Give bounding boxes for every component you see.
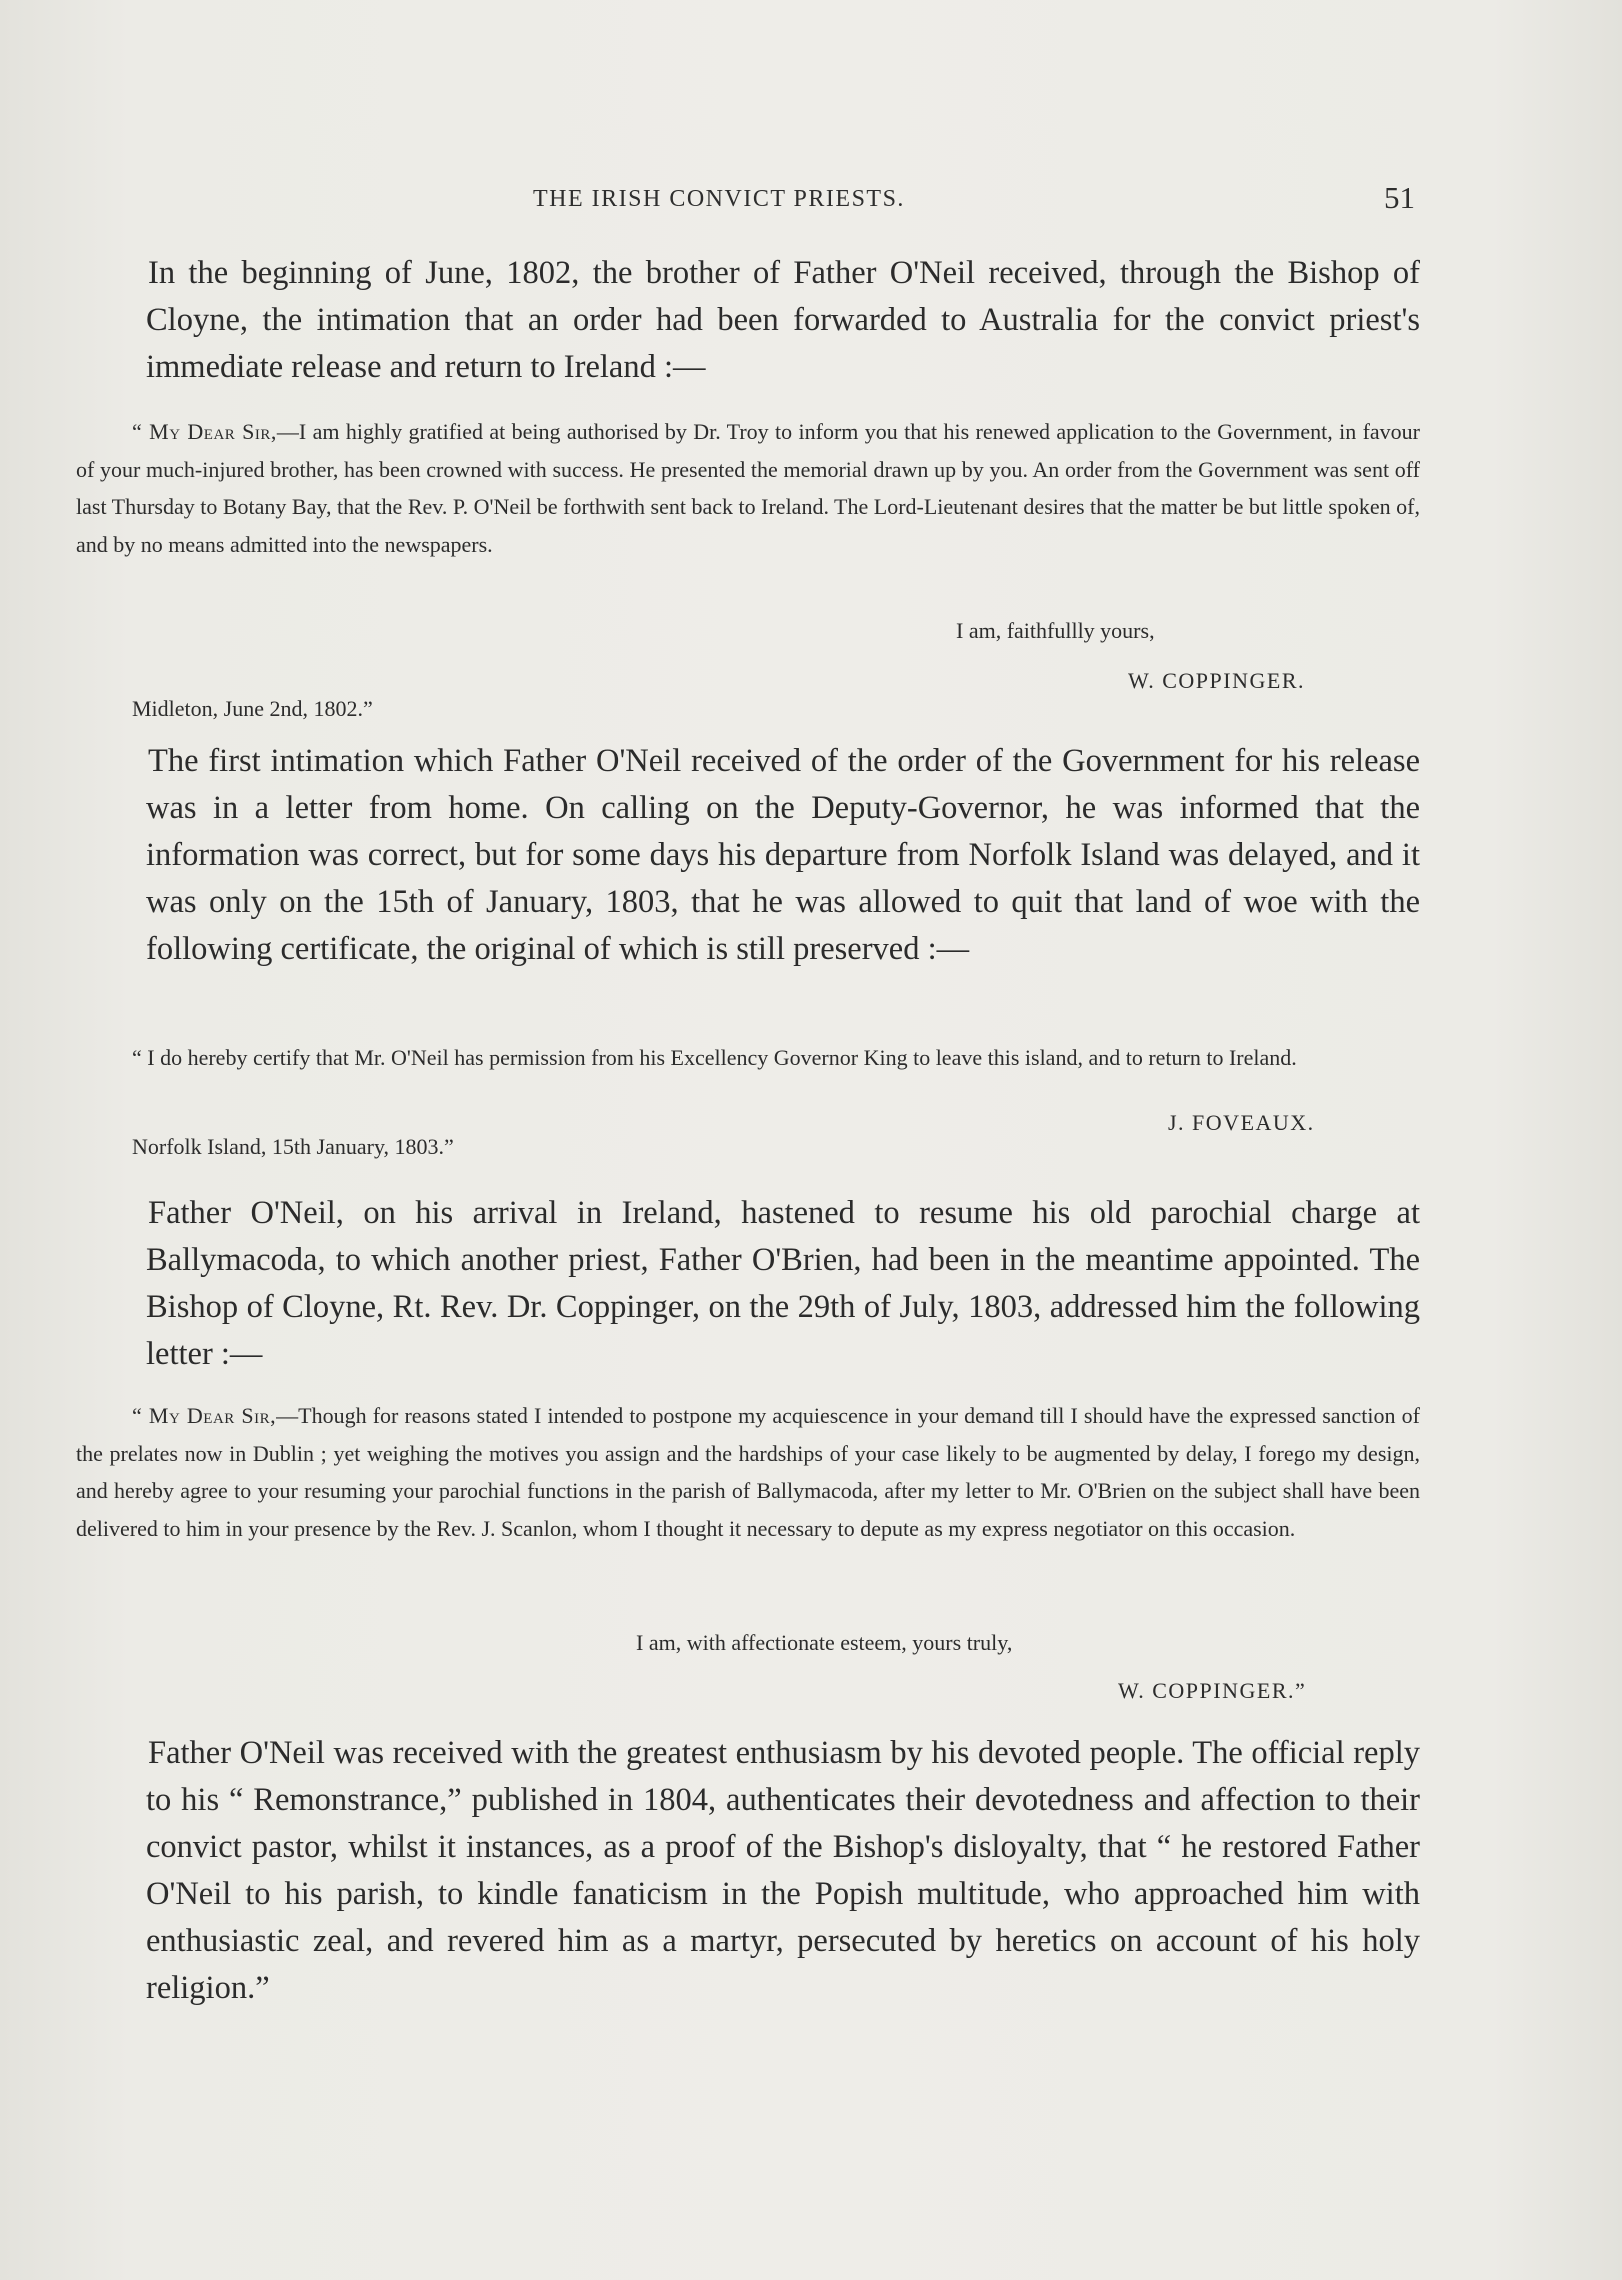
letter-2-closing: I am, with affectionate esteem, yours truly, [636, 1630, 1013, 1655]
letter-2-salutation: “ My Dear Sir, [132, 1403, 277, 1428]
paragraph-1 [146, 250, 1420, 391]
letter-2-signature: W. COPPINGER.” [1118, 1678, 1307, 1703]
running-title: THE IRISH CONVICT PRIESTS. [533, 186, 905, 212]
paragraph-2 [146, 738, 1420, 973]
letter-1-closing: I am, faithfullly yours, [956, 618, 1155, 643]
letter-1-salutation: “ My Dear Sir, [132, 419, 277, 444]
page-number: 51 [1384, 180, 1415, 215]
letter-1 [76, 413, 1420, 563]
paragraph-4-text: Father O'Neil was received with the greatest enthusiasm by his devoted people. The official reply to his “ Remonstrance,” published in 1804, authenticates their devotedness and affection to their convict pastor, whilst it instances, as a proof of the Bishop's disloyalty, that “ he restored Father O'Neil to his parish, to kindle fanaticism in the Popish multitude, who approached him with enthusiastic zeal, and revered him as a martyr, persecuted by heretics on account of his holy religion.” [146, 1735, 1420, 2006]
certificate-dateline: Norfolk Island, 15th January, 1803.” [132, 1134, 454, 1159]
paragraph-1-text: In the beginning of June, 1802, the brother of Father O'Neil received, through the Bishop of Cloyne, the intimation that an order had been forwarded to Australia for the convict priest's immediate release and return to Ireland :— [146, 255, 1420, 385]
paragraph-3 [146, 1190, 1420, 1378]
certificate-body: “ I do hereby certify that Mr. O'Neil has permission from his Excellency Governor King to leave this island, and to return to Ireland. [132, 1045, 1297, 1070]
paragraph-3-text: Father O'Neil, on his arrival in Ireland, hastened to resume his old parochial charge at Ballymacoda, to which another priest, Father O'Brien, had been in the meantime appointed. The Bishop of Cloyne, Rt. Rev. Dr. Coppinger, on the 29th of July, 1803, addressed him the following letter :— [146, 1195, 1420, 1372]
paragraph-4 [146, 1730, 1420, 2012]
paragraph-2-text: The first intimation which Father O'Neil received of the order of the Government for his release was in a letter from home. On calling on the Deputy-Governor, he was informed that the information was correct, but for some days his departure from Norfolk Island was delayed, and it was only on the 15th of January, 1803, that he was allowed to quit that land of woe with the following certificate, the original of which is still preserved :— [146, 743, 1420, 967]
letter-2-body: —Though for reasons stated I intended to postpone my acquiescence in your demand till I should have the expressed sanction of the prelates now in Dublin ; yet weighing the motives you assign and the hardships of your case likely to be augmented by delay, I forego my design, and hereby agree to your resuming your parochial functions in the parish of Ballymacoda, after my letter to Mr. O'Brien on the subject shall have been delivered to him in your presence by the Rev. J. Scanlon, whom I thought it necessary to depute as my express negotiator on this occasion. [76, 1403, 1420, 1541]
letter-1-body: —I am highly gratified at being authorised by Dr. Troy to inform you that his renewed application to the Government, in favour of your much-injured brother, has been crowned with success. He presented the memorial drawn up by you. An order from the Government was sent off last Thursday to Botany Bay, that the Rev. P. O'Neil be forthwith sent back to Ireland. The Lord-Lieutenant desires that the matter be but little spoken of, and by no means admitted into the newspapers. [76, 419, 1420, 557]
certificate [76, 1039, 1420, 1077]
letter-1-dateline: Midleton, June 2nd, 1802.” [132, 696, 373, 721]
letter-2 [76, 1397, 1420, 1547]
certificate-signature: J. FOVEAUX. [1168, 1110, 1315, 1135]
letter-1-signature: W. COPPINGER. [1128, 668, 1305, 693]
